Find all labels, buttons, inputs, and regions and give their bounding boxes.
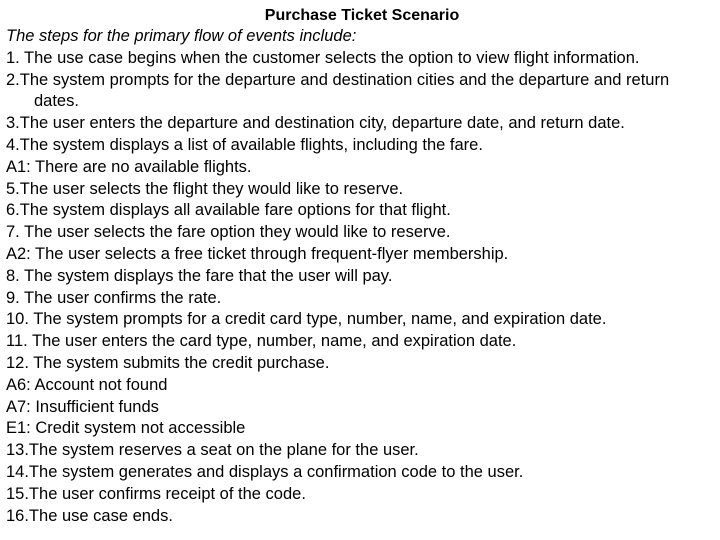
step-line: 8. The system displays the fare that the user will pay. [6,266,393,285]
step-line: 5.The user selects the flight they would like to reserve. [6,179,404,198]
alternate-flow-line: A1: There are no available flights. [6,157,252,176]
page-title: Purchase Ticket Scenario [264,7,460,24]
step-line: 16.The use case ends. [6,506,173,525]
alternate-flow-line: A6: Account not found [6,375,168,394]
step-line: 12. The system submits the credit purchase. [6,353,330,372]
step-line: 1. The use case begins when the customer selects the option to view flight information. [6,48,640,67]
step-line: 15.The user confirms receipt of the code. [6,484,306,503]
step-line: 9. The user confirms the rate. [6,288,222,307]
alternate-flow-line: A2: The user selects a free ticket through frequent-flyer membership. [6,244,509,263]
document [6,5,714,527]
step-line: 3.The user enters the departure and destination city, departure date, and return date. [6,114,625,133]
steps-list [6,48,714,528]
step-line: 14.The system generates and displays a confirmation code to the user. [6,462,524,481]
step-line: 7. The user selects the fare option they would like to reserve. [6,223,451,242]
step-line: 13.The system reserves a seat on the plane for the user. [6,441,419,460]
step-line: 10. The system prompts for a credit card type, number, name, and expiration date. [6,310,607,329]
exception-flow-line: E1: Credit system not accessible [6,419,246,438]
subtitle: The steps for the primary flow of events include: [6,27,357,45]
step-line: 2.The system prompts for the departure and destination cities and the departure and return dates. [6,70,670,111]
step-line: 4.The system displays a list of available flights, including the fare. [6,135,483,154]
step-line: 6.The system displays all available fare options for that flight. [6,201,451,220]
step-line: 11. The user enters the card type, number, name, and expiration date. [6,332,517,351]
alternate-flow-line: A7: Insufficient funds [6,397,159,416]
